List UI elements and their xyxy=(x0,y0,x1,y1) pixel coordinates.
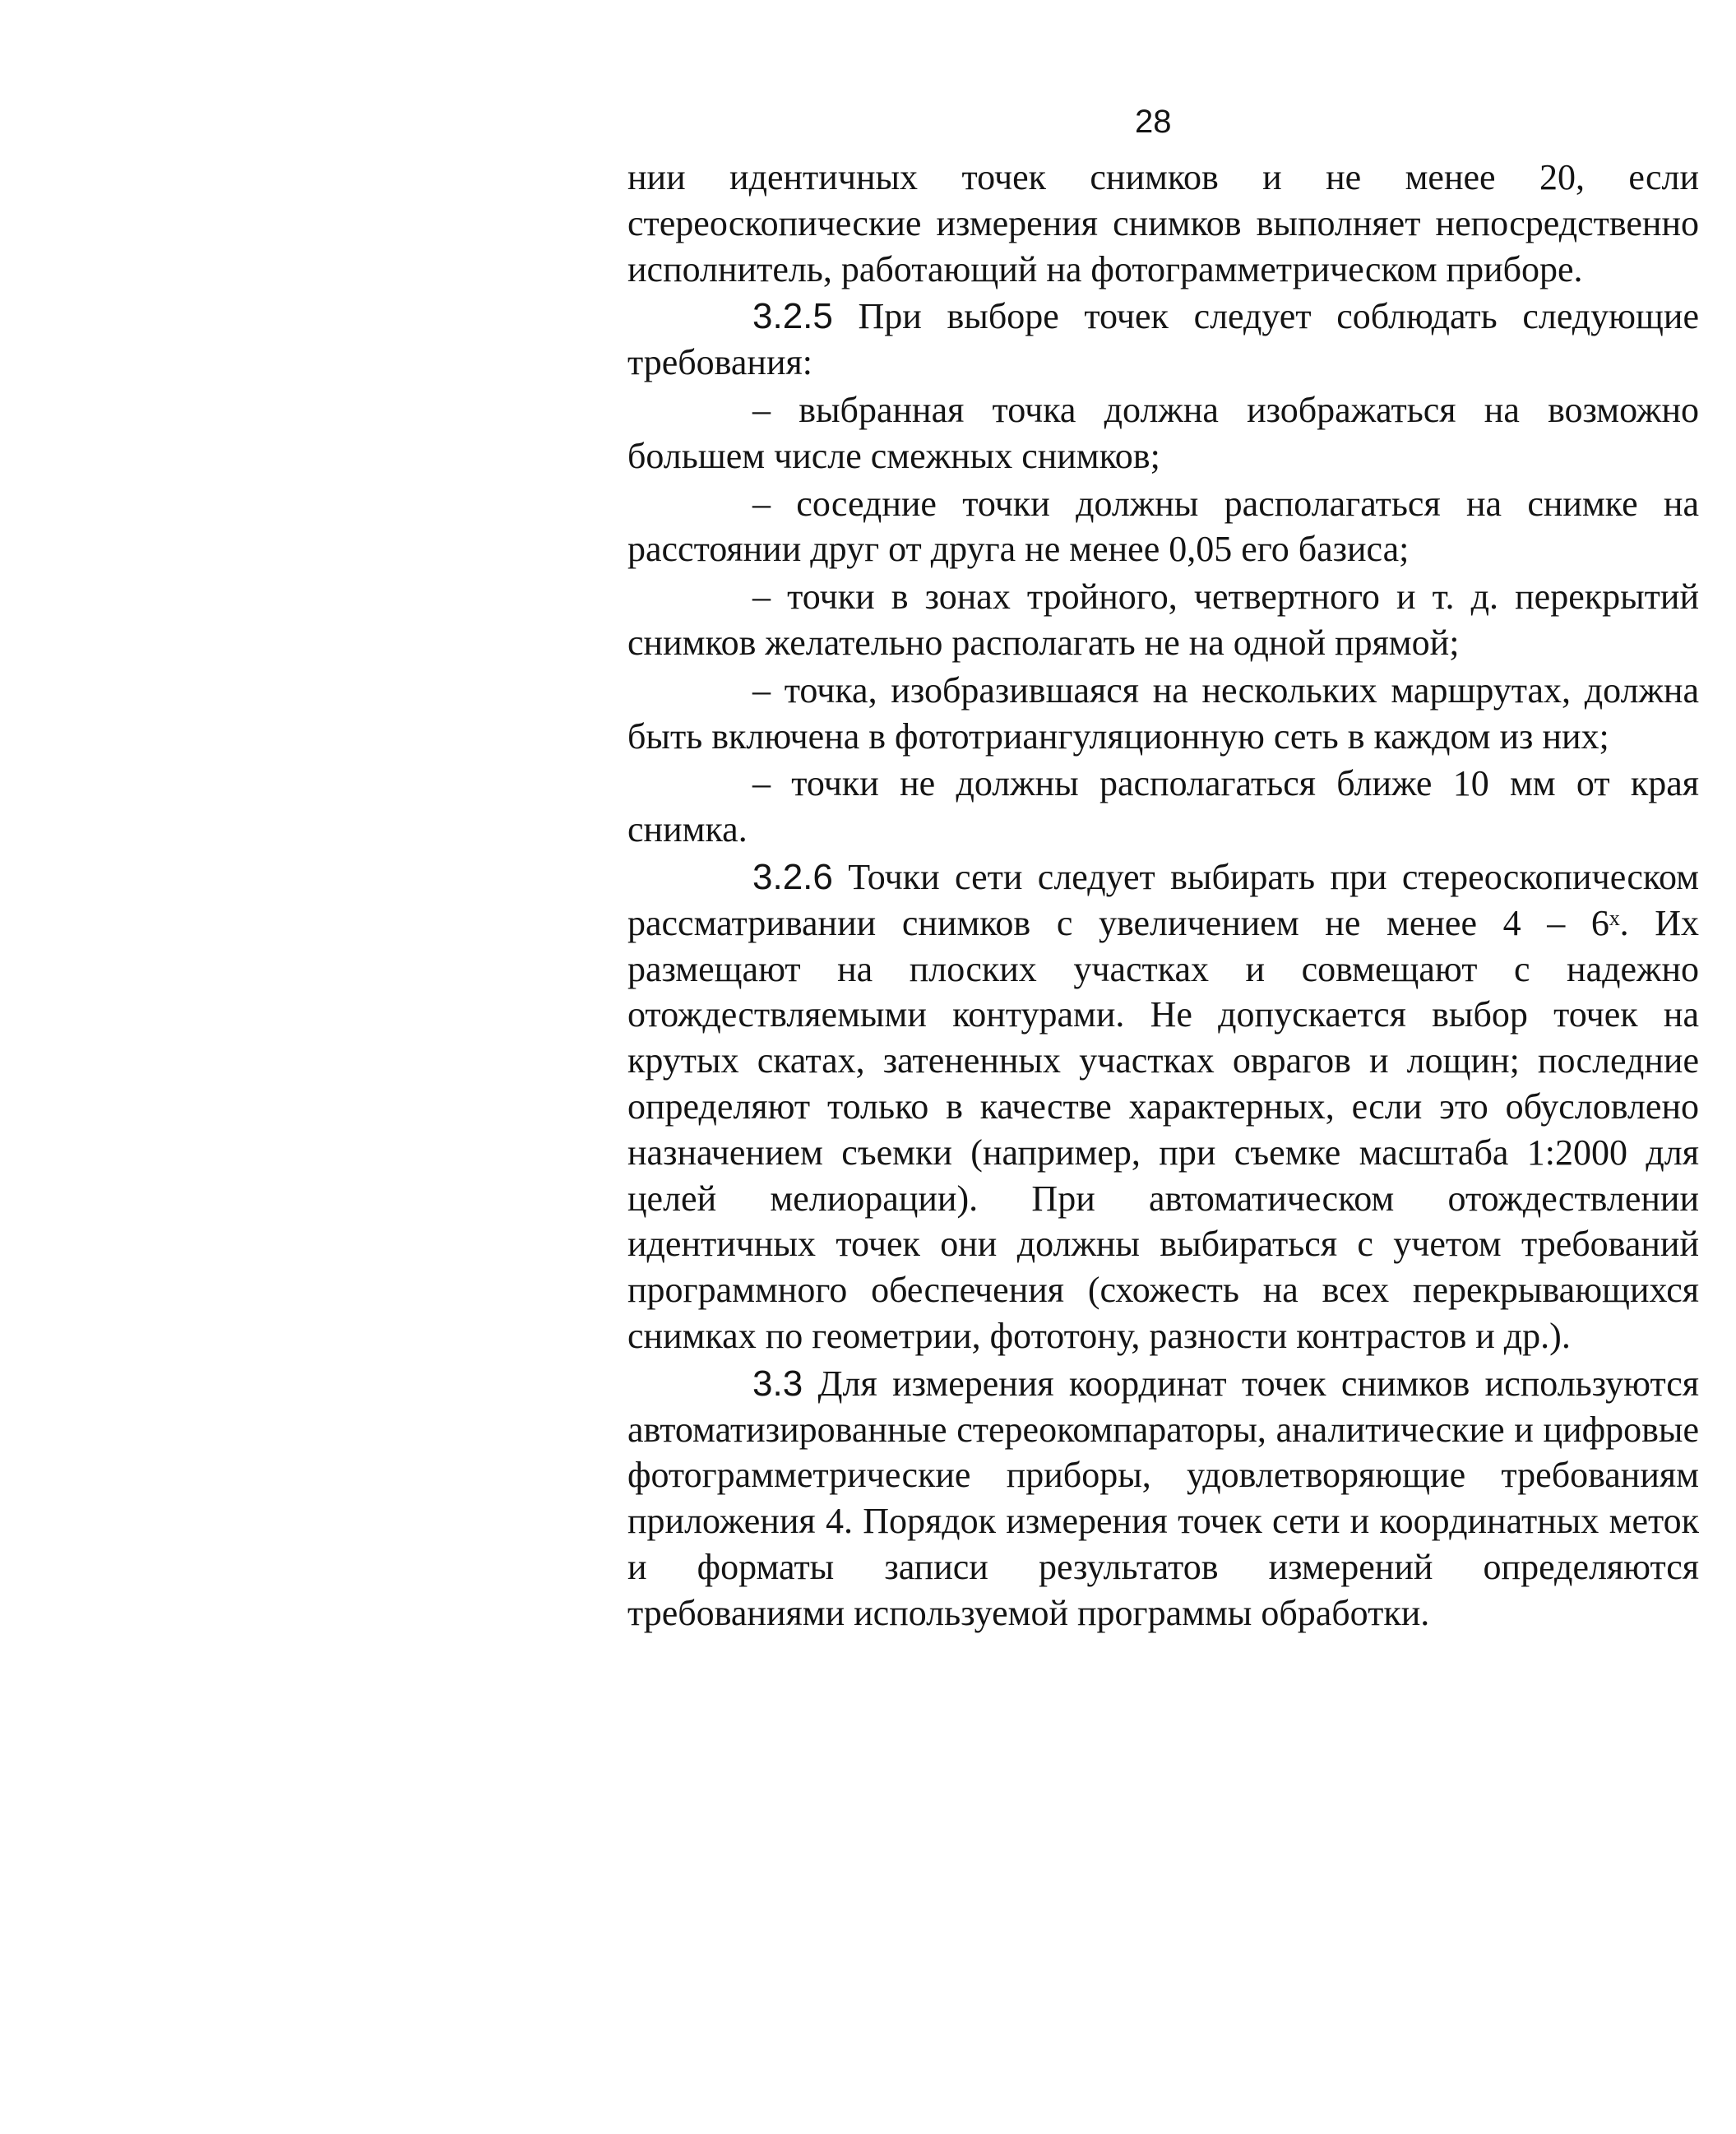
list-item-requirement-2 xyxy=(627,481,1699,573)
paragraph-text: При выборе точек следует соблюдать следующие требования: xyxy=(627,296,1699,383)
list-item-text: – точка, изобразившаяся на нескольких маршрутах, должна быть включена в фототриангуляционную сеть в каждом из них; xyxy=(627,669,1699,757)
list-item-requirement-1 xyxy=(627,387,1699,479)
page-number: 28 xyxy=(1135,104,1172,140)
list-item-text: – выбранная точка должна изображаться на возможно большем числе смежных снимков; xyxy=(627,389,1699,476)
section-number: 3.2.5 xyxy=(752,296,833,337)
paragraph-text: нии идентичных точек снимков и не менее 20, если стереоскопические измерения снимков выполняет непосредственно исполнитель, работающий на фотограмметрическом приборе. xyxy=(627,157,1699,289)
paragraph-3-2-5 xyxy=(627,294,1699,386)
list-item-text: – соседние точки должны располагаться на снимке на расстоянии друг от друга не менее 0,05 его базиса; xyxy=(627,483,1699,570)
paragraph-continuation xyxy=(627,155,1699,292)
paragraph-3-3 xyxy=(627,1361,1699,1636)
list-item-requirement-3 xyxy=(627,574,1699,666)
section-number: 3.2.6 xyxy=(752,856,833,897)
paragraph-text: Для измерения координат точек снимков используются автоматизированные стереокомпараторы, аналитические и цифровые фотограмметрические приборы, удовлетворяющие требованиям приложения 4. Порядок измерения точек сети и координатных меток и форматы записи результатов измерений определяются требованиями используемой программы обработки. xyxy=(627,1363,1699,1633)
list-item-requirement-5 xyxy=(627,761,1699,853)
paragraph-3-2-6 xyxy=(627,854,1699,1359)
paragraph-text: Точки сети следует выбирать при стереоскопическом рассматривании снимков с увеличением не менее 4 – 6ˣ. Их размещают на плоских участках и совмещают с надежно отождествляемыми контурами. Не допускается выбор точек на крутых скатах, затененных участках оврагов и лощин; последние определяют только в качестве характерных, если это обусловлено назначением съемки (например, при съемке масштаба 1:2000 для целей мелиорации). При автоматическом отождествлении идентичных точек они должны выбираться с учетом требований программного обеспечения (схожесть на всех перекрывающихся снимках по геометрии, фототону, разности контрастов и др.). xyxy=(627,856,1699,1356)
list-item-requirement-4 xyxy=(627,668,1699,760)
document-body xyxy=(627,155,1699,1636)
list-item-text: – точки в зонах тройного, четвертного и т. д. перекрытий снимков желательно располагать не на одной прямой; xyxy=(627,576,1699,663)
section-number: 3.3 xyxy=(752,1363,803,1404)
list-item-text: – точки не должны располагаться ближе 10 мм от края снимка. xyxy=(627,763,1699,850)
